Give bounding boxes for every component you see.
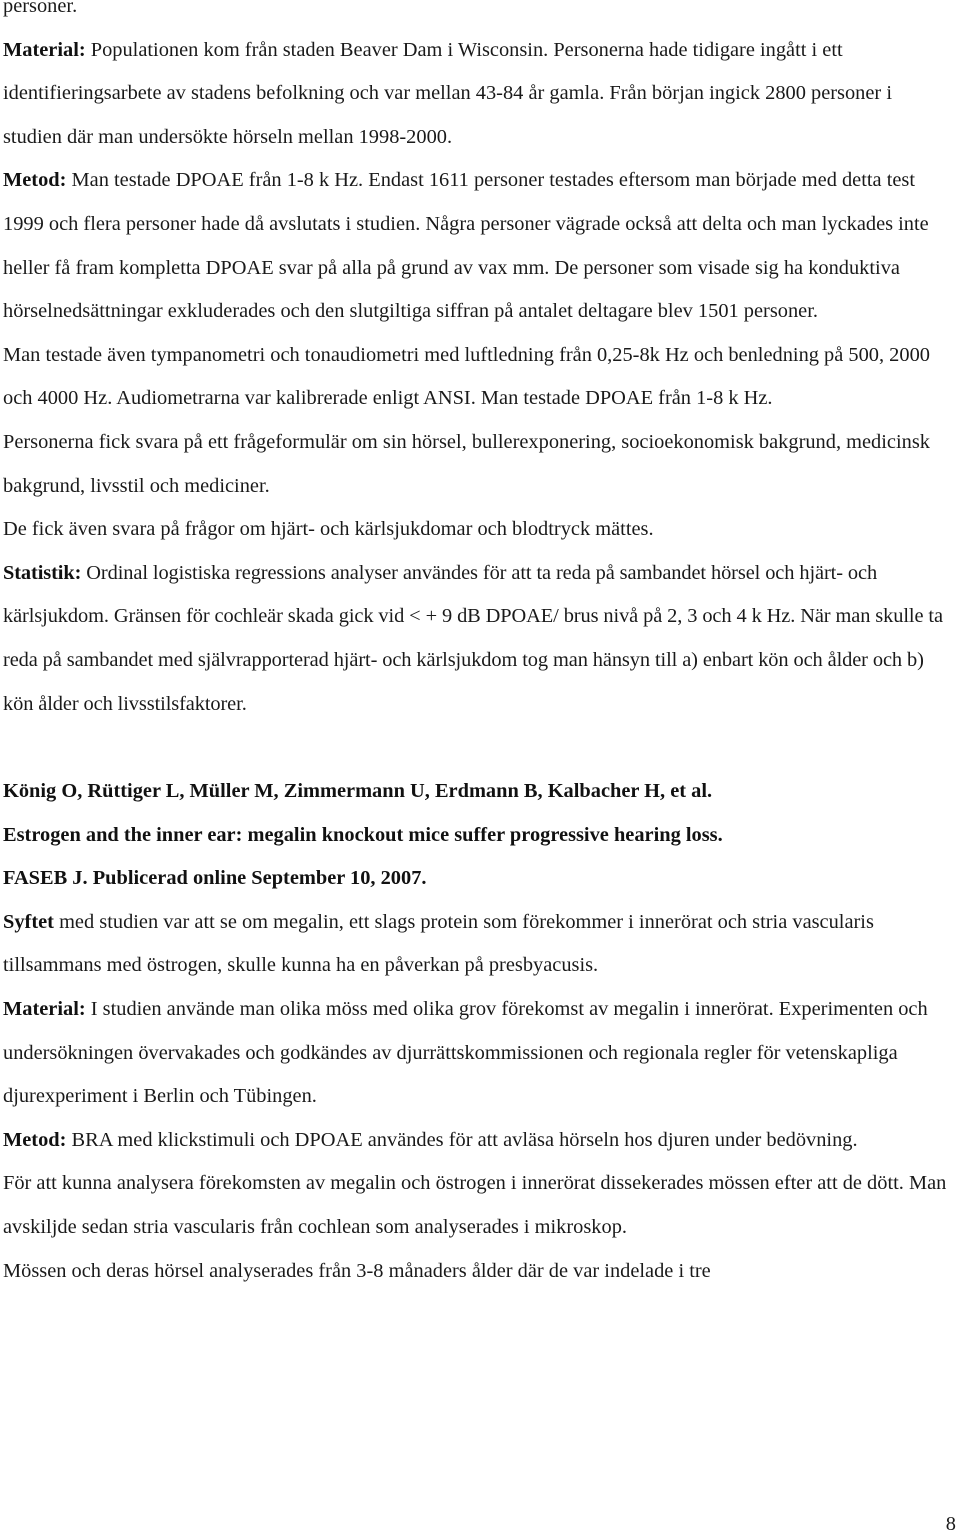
section-gap xyxy=(3,726,955,770)
analys-paragraph: För att kunna analysera förekomsten av megalin och östrogen i innerörat dissekerades mössen efter att de dött. Man avskiljde sedan stria vascularis från cochlean som analyserades i mikroskop. xyxy=(3,1172,947,1239)
study1-material-paragraph xyxy=(3,29,955,160)
statistik-text: Ordinal logistiska regressions analyser användes för att ta reda på sambandet hörsel och hjärt- och kärlsjukdom. Gränsen för cochleär skada gick vid < + 9 dB DPOAE/ brus nivå på 2, 3 och 4 k Hz. När man skulle ta reda på sambandet med självrapporterad hjärt- och kärlsjukdom tog man hänsyn till a) enbart kön och ålder och b) kön ålder och livsstilsfaktorer. xyxy=(3,561,943,715)
mossen-paragraph: Mössen och deras hörsel analyserades från 3-8 månaders ålder där de var indelade i tre xyxy=(3,1259,711,1282)
intro-tail: personer. xyxy=(3,0,78,17)
reference-journal: FASEB J. Publicerad online September 10, 2007. xyxy=(3,867,427,890)
study2-material-paragraph xyxy=(3,988,955,1119)
material-text: Populationen kom från staden Beaver Dam i Wisconsin. Personerna hade tidigare ingått i ett identifieringsarbete av stadens befolkning och var mellan 43-84 år gamla. Från början ingick 2800 personer i studien där man undersökte hörseln mellan 1998-2000. xyxy=(3,38,892,148)
material-text-2: I studien använde man olika möss med olika grov förekomst av megalin i innerörat. Experimenten och undersökningen övervakades och godkändes av djurrättskommissionen och regionala regler för vetenskapliga djurexperiment i Berlin och Tübingen. xyxy=(3,998,928,1108)
metod-label: Metod: xyxy=(3,169,67,192)
reference-title: Estrogen and the inner ear: megalin knockout mice suffer progressive hearing loss. xyxy=(3,823,723,846)
study2-metod-paragraph xyxy=(3,1119,955,1163)
statistik-label: Statistik: xyxy=(3,561,82,584)
page-number: 8 xyxy=(945,1513,956,1535)
metod-text: Man testade DPOAE från 1-8 k Hz. Endast 1611 personer testades eftersom man började med detta test 1999 och flera personer hade då avslutats i studien. Några personer vägrade också att delta och man lyckades inte heller få fram kompletta DPOAE svar på alla på grund av vax mm. De personer som visade sig ha konduktiva hörselnedsättningar exkluderades och den slutgiltiga siffran på antalet deltagare blev 1501 personer. xyxy=(3,169,929,323)
hjart-paragraph: De fick även svara på frågor om hjärt- och kärlsjukdomar och blodtryck mättes. xyxy=(3,518,654,541)
material-label-2: Material: xyxy=(3,998,86,1021)
study2-syftet-paragraph xyxy=(3,901,955,988)
tympanometri-paragraph: Man testade även tympanometri och tonaudiometri med luftledning från 0,25-8k Hz och benledning på 500, 2000 och 4000 Hz. Audiometrarna var kalibrerade enligt ANSI. Man testade DPOAE från 1-8 k Hz. xyxy=(3,343,930,410)
syftet-label: Syftet xyxy=(3,910,54,933)
formular-paragraph: Personerna fick svara på ett frågeformulär om sin hörsel, bullerexponering, socioekonomisk bakgrund, medicinsk bakgrund, livsstil och mediciner. xyxy=(3,430,930,497)
metod-text-2: BRA med klickstimuli och DPOAE användes för att avläsa hörseln hos djuren under bedövning. xyxy=(66,1128,858,1151)
statistik-paragraph xyxy=(3,552,955,726)
syftet-text: med studien var att se om megalin, ett slags protein som förekommer i innerörat och stria vascularis tillsammans med östrogen, skulle kunna ha en påverkan på presbyacusis. xyxy=(3,910,874,977)
metod-label-2: Metod: xyxy=(3,1128,67,1151)
reference-authors: König O, Rüttiger L, Müller M, Zimmermann U, Erdmann B, Kalbacher H, et al. xyxy=(3,780,713,803)
document-page xyxy=(3,0,955,1293)
study1-metod-paragraph xyxy=(3,159,955,333)
material-label: Material: xyxy=(3,38,86,61)
